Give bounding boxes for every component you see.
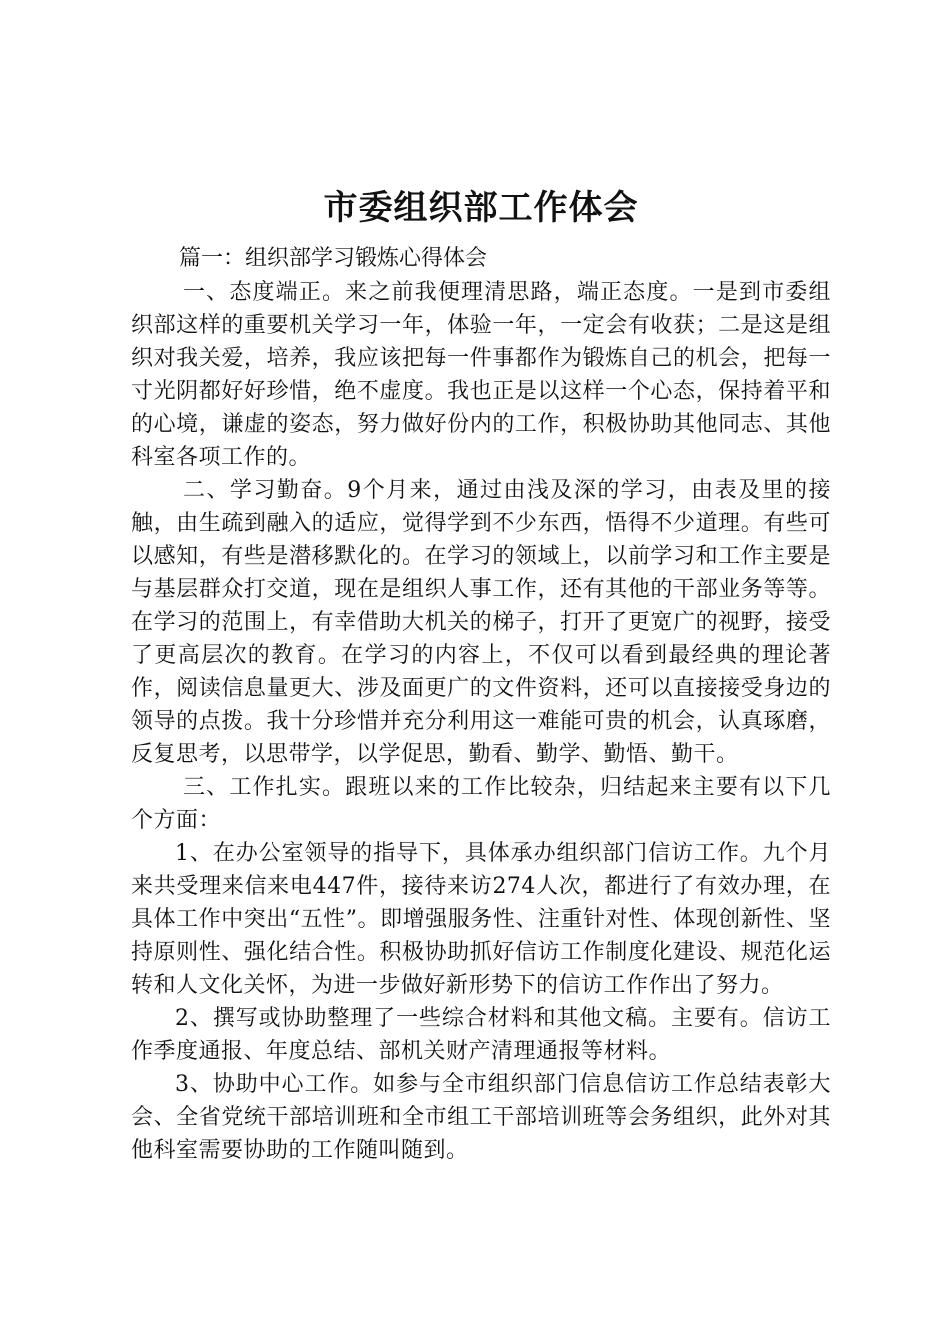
paragraph-work-item-3: 3、协助中心工作。如参与全市组织部门信息信访工作总结表彰大会、全省党统干部培训班和全市组工干部培训班等会务组织，此外对其他科室需要协助的工作随叫随到。 bbox=[131, 1072, 831, 1163]
document-page bbox=[131, 186, 831, 1167]
paragraph-attitude: 一、态度端正。来之前我便理清思路，端正态度。一是到市委组织部这样的重要机关学习一年，体验一年，一定会有收获；二是这是组织对我关爱，培养，我应该把每一件事都作为锻炼自己的机会，把每一寸光阴都好好珍惜，绝不虚度。我也正是以这样一个心态，保持着平和的心境，谦虚的姿态，努力做好份内的工作，积极协助其他同志、其他科室各项工作的。 bbox=[131, 280, 831, 470]
document-title: 市委组织部工作体会 bbox=[323, 188, 639, 228]
paragraph-work-item-1: 1、在办公室领导的指导下，具体承办组织部门信访工作。九个月来共受理来信来电447件，接待来访274人次，都进行了有效办理，在具体工作中突出“五性”。即增强服务性、注重针对性、体现创新性、坚持原则性、强化结合性。积极协助抓好信访工作制度化建设、规范化运转和人文化关怀，为进一步做好新形势下的信访工作作出了努力。 bbox=[131, 841, 831, 998]
section-subtitle: 篇一：组织部学习锻炼心得体会 bbox=[179, 246, 488, 271]
paragraph-work-item-2: 2、撰写或协助整理了一些综合材料和其他文稿。主要有。信访工作季度通报、年度总结、部机关财产清理通报等材料。 bbox=[131, 1006, 831, 1064]
paragraph-study: 二、学习勤奋。9个月来，通过由浅及深的学习，由表及里的接触，由生疏到融入的适应，觉得学到不少东西，悟得不少道理。有些可以感知，有些是潜移默化的。在学习的领域上，以前学习和工作主要是与基层群众打交道，现在是组织人事工作，还有其他的干部业务等等。在学习的范围上，有幸借助大机关的梯子，打开了更宽广的视野，接受了更高层次的教育。在学习的内容上，不仅可以看到最经典的理论著作，阅读信息量更大、涉及面更广的文件资料，还可以直接接受身边的领导的点拨。我十分珍惜并充分利用这一难能可贵的机会，认真琢磨，反复思考，以思带学，以学促思，勤看、勤学、勤悟、勤干。 bbox=[131, 478, 831, 767]
paragraph-work: 三、工作扎实。跟班以来的工作比较杂，归结起来主要有以下几个方面： bbox=[131, 775, 831, 833]
